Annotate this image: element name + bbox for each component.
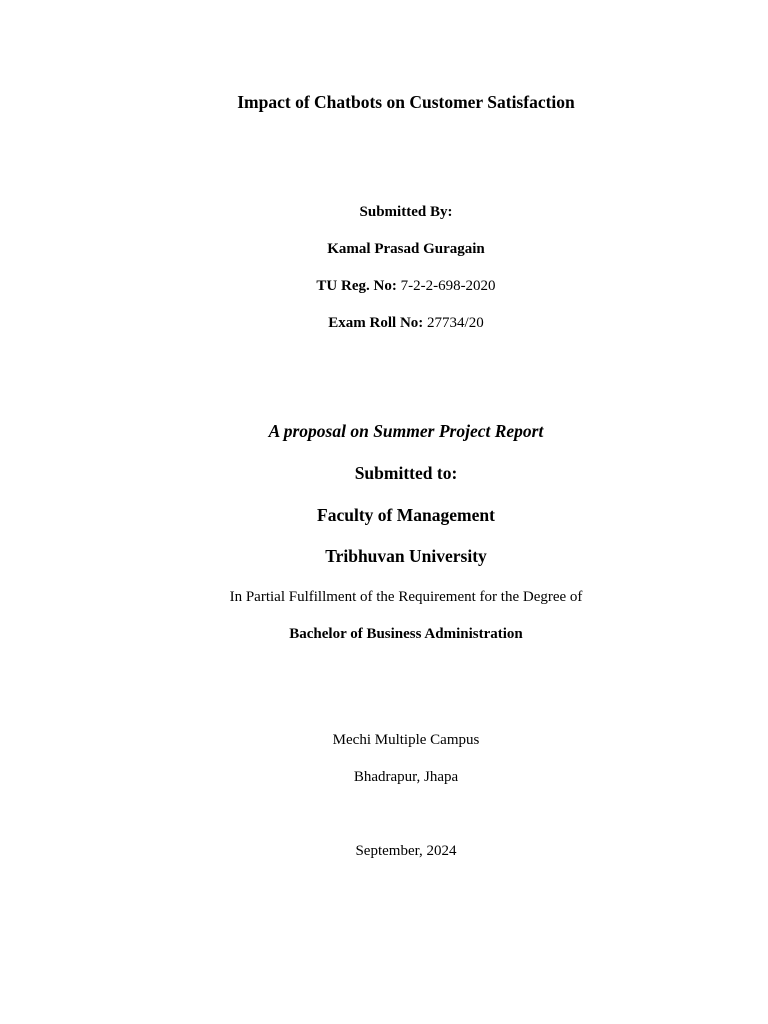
tu-reg-value: 7-2-2-698-2020 [400,278,496,294]
document-title: Impact of Chatbots on Customer Satisfaction [237,92,575,112]
exam-roll-label: Exam Roll No: [328,315,424,331]
author-name: Kamal Prasad Guragain [327,241,485,257]
fulfillment-text: In Partial Fulfillment of the Requirement for the Degree of [229,589,583,605]
exam-roll-line [0,316,768,331]
degree-name: Bachelor of Business Administration [289,626,523,642]
submitted-to-label: Submitted to: [354,463,458,483]
tu-reg-label: TU Reg. No: [316,278,397,294]
faculty-name: Faculty of Management [317,505,495,525]
submission-date: September, 2024 [355,843,457,859]
exam-roll-value: 27734/20 [427,315,484,331]
tu-reg-line [0,279,768,294]
submitted-by-label: Submitted By: [359,204,453,220]
university-name: Tribhuvan University [325,546,487,566]
campus-name: Mechi Multiple Campus [332,732,480,748]
proposal-heading: A proposal on Summer Project Report [268,421,544,441]
campus-location: Bhadrapur, Jhapa [353,769,459,785]
